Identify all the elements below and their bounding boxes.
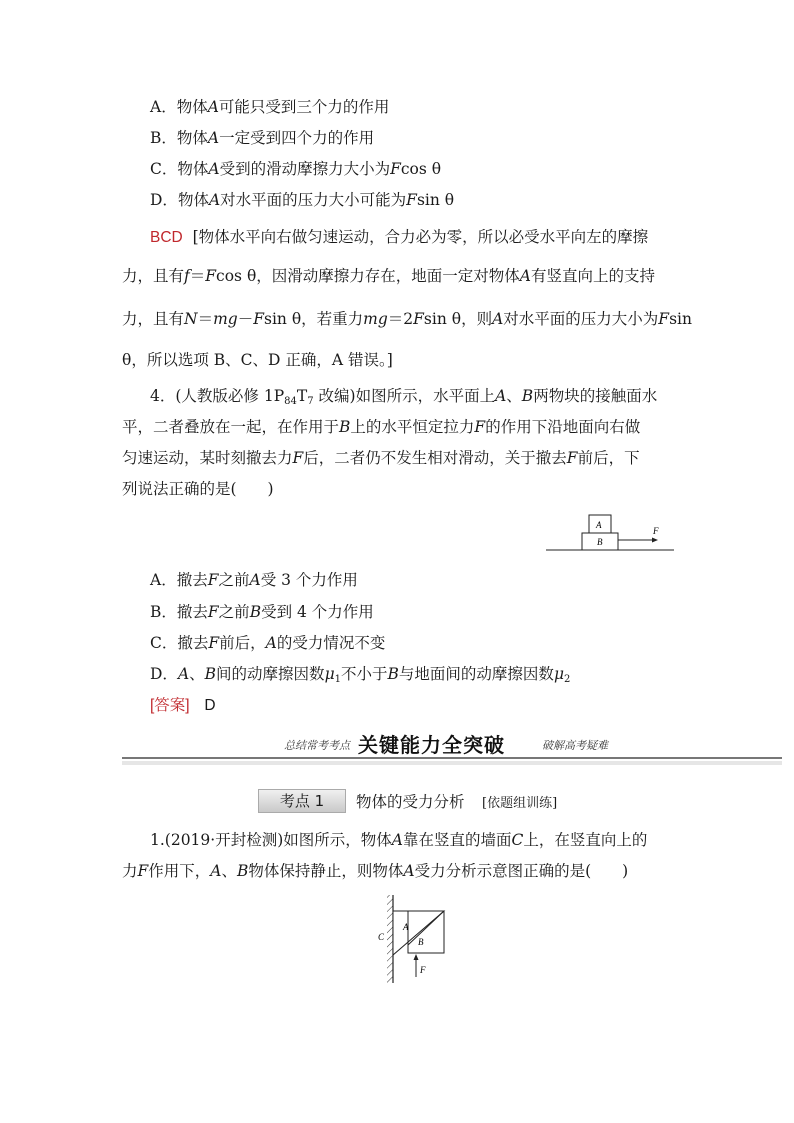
var: A (265, 634, 277, 652)
answer-text: 对水平面的压力大小为 (503, 310, 659, 328)
q1-stem-line2 (122, 861, 628, 881)
label-force-f: F (653, 526, 659, 536)
stem-text: 后，二者仍不发生相对滑动，关于撤去 (303, 449, 567, 467)
var: N (184, 310, 198, 328)
stem-text: T (296, 387, 308, 405)
option-text: 之前 (218, 603, 250, 621)
option-text: 物体 (177, 191, 209, 209)
var: A (519, 267, 531, 285)
q3-answer-line1 (150, 227, 648, 248)
stem-text: 物体保持静止，则物体 (248, 862, 404, 880)
var: B (521, 387, 534, 405)
stem-text: 1.(2019·开封检测)如图所示，物体 (150, 831, 392, 849)
option-text: 撤去 (176, 571, 208, 589)
option-text: 对水平面的压力大小可能为 (220, 191, 407, 209)
question-number: 4． (150, 387, 176, 405)
option-letter: C． (150, 634, 178, 652)
q4-option-b (150, 602, 374, 622)
figure-wall-blocks (370, 893, 460, 985)
q3-option-c (150, 159, 441, 179)
stem-text: 力 (122, 862, 138, 880)
option-text: 物体 (177, 160, 209, 178)
formula: cos θ (400, 160, 442, 178)
subscript: 2 (564, 674, 571, 685)
stem-text: 、 (506, 387, 522, 405)
section-left-caption: 总结常考考点 (284, 739, 350, 752)
option-text: 前后， (219, 634, 266, 652)
answer-label: [答案] (150, 697, 190, 714)
option-text: 可能只受到三个力的作用 (218, 98, 390, 116)
formula: sin θ (416, 191, 455, 209)
var-a: A (207, 129, 220, 147)
stem-text: 受力分析示意图正确的是( ) (414, 862, 629, 880)
stem-text: 上的水平恒定拉力 (350, 418, 475, 436)
answer-text: 力，且有 (122, 310, 185, 328)
stem-text: 靠在竖直的墙面 (402, 831, 512, 849)
label-force-f: F (420, 965, 426, 975)
answer-code: BCD (150, 229, 183, 246)
option-letter: D． (150, 665, 178, 683)
option-text: 之前 (218, 571, 250, 589)
var: F (137, 862, 149, 880)
q4-option-d (150, 664, 570, 690)
answer-text: 力，且有 (122, 267, 185, 285)
option-letter: A． (150, 98, 177, 116)
section-rule-shadow (122, 761, 782, 765)
subscript: 7 (307, 396, 314, 407)
subscript: 84 (284, 396, 297, 407)
stem-text: 匀速运动，某时刻撤去力 (122, 449, 293, 467)
q4-answer (150, 695, 216, 716)
kaodian-tag: [依题组训练] (482, 796, 558, 811)
force-arrowhead (414, 954, 419, 960)
q4-option-a (150, 570, 358, 590)
var: F (566, 449, 578, 467)
answer-text: [物体水平向右做匀速运动，合力必为零，所以必受水平向左的摩擦 (192, 228, 649, 246)
option-text: 与地面间的动摩擦因数 (398, 665, 554, 683)
answer-text: ＝ (197, 310, 214, 328)
q3-answer-line4 (122, 350, 393, 370)
option-text: 间的动摩擦因数 (216, 665, 325, 683)
var: B (204, 665, 217, 683)
section-banner (122, 729, 782, 765)
answer-text: sin θ，若重力 (264, 310, 364, 328)
figure-stacked-blocks (540, 510, 680, 558)
var: F (207, 603, 219, 621)
subscript: 1 (334, 674, 342, 685)
var: f (184, 267, 190, 285)
var: F (208, 634, 220, 652)
answer-text: sin θ，则 (423, 310, 493, 328)
force-arrowhead (652, 538, 658, 543)
q3-option-a (150, 97, 389, 117)
option-text: 一定受到四个力的作用 (219, 129, 375, 147)
kaodian-title: 物体的受力分析 (356, 793, 465, 811)
option-text: 受 3 个力作用 (260, 571, 358, 589)
var: F (658, 310, 670, 328)
answer-text: ＝ (189, 267, 206, 285)
q3-option-b (150, 128, 374, 148)
option-text: 撤去 (176, 603, 208, 621)
var: F (413, 310, 424, 328)
var: A (492, 310, 504, 328)
stem-text: 两物块的接触面水 (533, 387, 658, 405)
option-letter: C． (150, 160, 178, 178)
label-block-b: B (597, 537, 603, 547)
stem-text: 、 (221, 862, 238, 880)
var-f: F (406, 191, 417, 209)
q4-stem-line2 (122, 417, 640, 437)
answer-text: ＝2 (387, 310, 414, 328)
stem-text: 上，在竖直向上的 (523, 831, 648, 849)
var: F (253, 310, 264, 328)
answer-text: sin (669, 310, 692, 328)
kaodian-badge: 考点 1 (258, 789, 346, 813)
var: B (249, 603, 262, 621)
var-a: A (208, 191, 221, 209)
q4-stem-line3 (122, 448, 640, 468)
option-letter: B． (150, 129, 177, 147)
var: A (495, 387, 507, 405)
option-text: 、 (189, 665, 205, 683)
var: F (474, 418, 486, 436)
var: F (205, 267, 217, 285)
stem-text: 前后，下 (577, 449, 640, 467)
var: F (292, 449, 304, 467)
option-text: 受到 4 个力作用 (261, 603, 374, 621)
q1-stem-line1 (150, 830, 647, 850)
var-mu: μ (553, 665, 565, 683)
stem-text: 平，二者叠放在一起，在作用于 (122, 418, 340, 436)
option-text: 的受力情况不变 (276, 634, 386, 652)
answer-text: cos θ，因滑动摩擦力存在，地面一定对物体 (216, 267, 520, 285)
option-text: 不小于 (341, 665, 388, 683)
option-text: 物体 (176, 98, 208, 116)
wall-hatch (387, 895, 393, 983)
var: C (511, 831, 524, 849)
section-rule (122, 757, 782, 759)
option-letter: A． (150, 571, 177, 589)
var-a: A (207, 98, 219, 116)
var-mu: μ (324, 665, 335, 683)
var-f: F (390, 160, 401, 178)
option-letter: B． (150, 603, 177, 621)
stem-text: 改编)如图所示，水平面上 (313, 387, 496, 405)
var: A (249, 571, 261, 589)
answer-value: D (204, 697, 216, 714)
var: mg (213, 310, 238, 328)
option-letter: D． (150, 191, 178, 209)
var: A (177, 665, 190, 683)
q3-answer-line3 (122, 309, 692, 329)
label-block-b: B (418, 937, 424, 947)
q3-option-d (150, 190, 454, 210)
stem-text: (人教版必修 1P (175, 387, 285, 405)
var: B (387, 665, 399, 683)
q4-stem-line4 (122, 479, 274, 499)
answer-text: θ，所以选项 B、C、D 正确，A 错误。] (122, 351, 393, 369)
q4-stem-line1 (150, 386, 657, 412)
var: A (403, 862, 415, 880)
section-title: 关键能力全突破 (358, 733, 505, 757)
var: F (207, 571, 219, 589)
var: B (237, 862, 249, 880)
q4-option-c (150, 633, 385, 653)
section-right-caption: 破解高考疑难 (542, 739, 608, 752)
stem-text: 的作用下沿地面向右做 (485, 418, 641, 436)
label-block-a: A (403, 922, 409, 932)
stem-text: 作用下， (148, 862, 211, 880)
var: mg (363, 310, 388, 328)
label-block-a: A (596, 520, 602, 530)
option-text: 受到的滑动摩擦力大小为 (219, 160, 391, 178)
var-a: A (208, 160, 220, 178)
label-wall-c: C (378, 932, 385, 942)
option-text: 撤去 (177, 634, 209, 652)
var: A (210, 862, 222, 880)
var: A (391, 831, 403, 849)
answer-text: 有竖直向上的支持 (530, 267, 655, 285)
stem-text: 列说法正确的是( ) (122, 480, 274, 498)
answer-text: － (237, 310, 254, 328)
option-text: 物体 (176, 129, 208, 147)
var: B (339, 418, 351, 436)
q3-answer-line2 (122, 266, 655, 286)
